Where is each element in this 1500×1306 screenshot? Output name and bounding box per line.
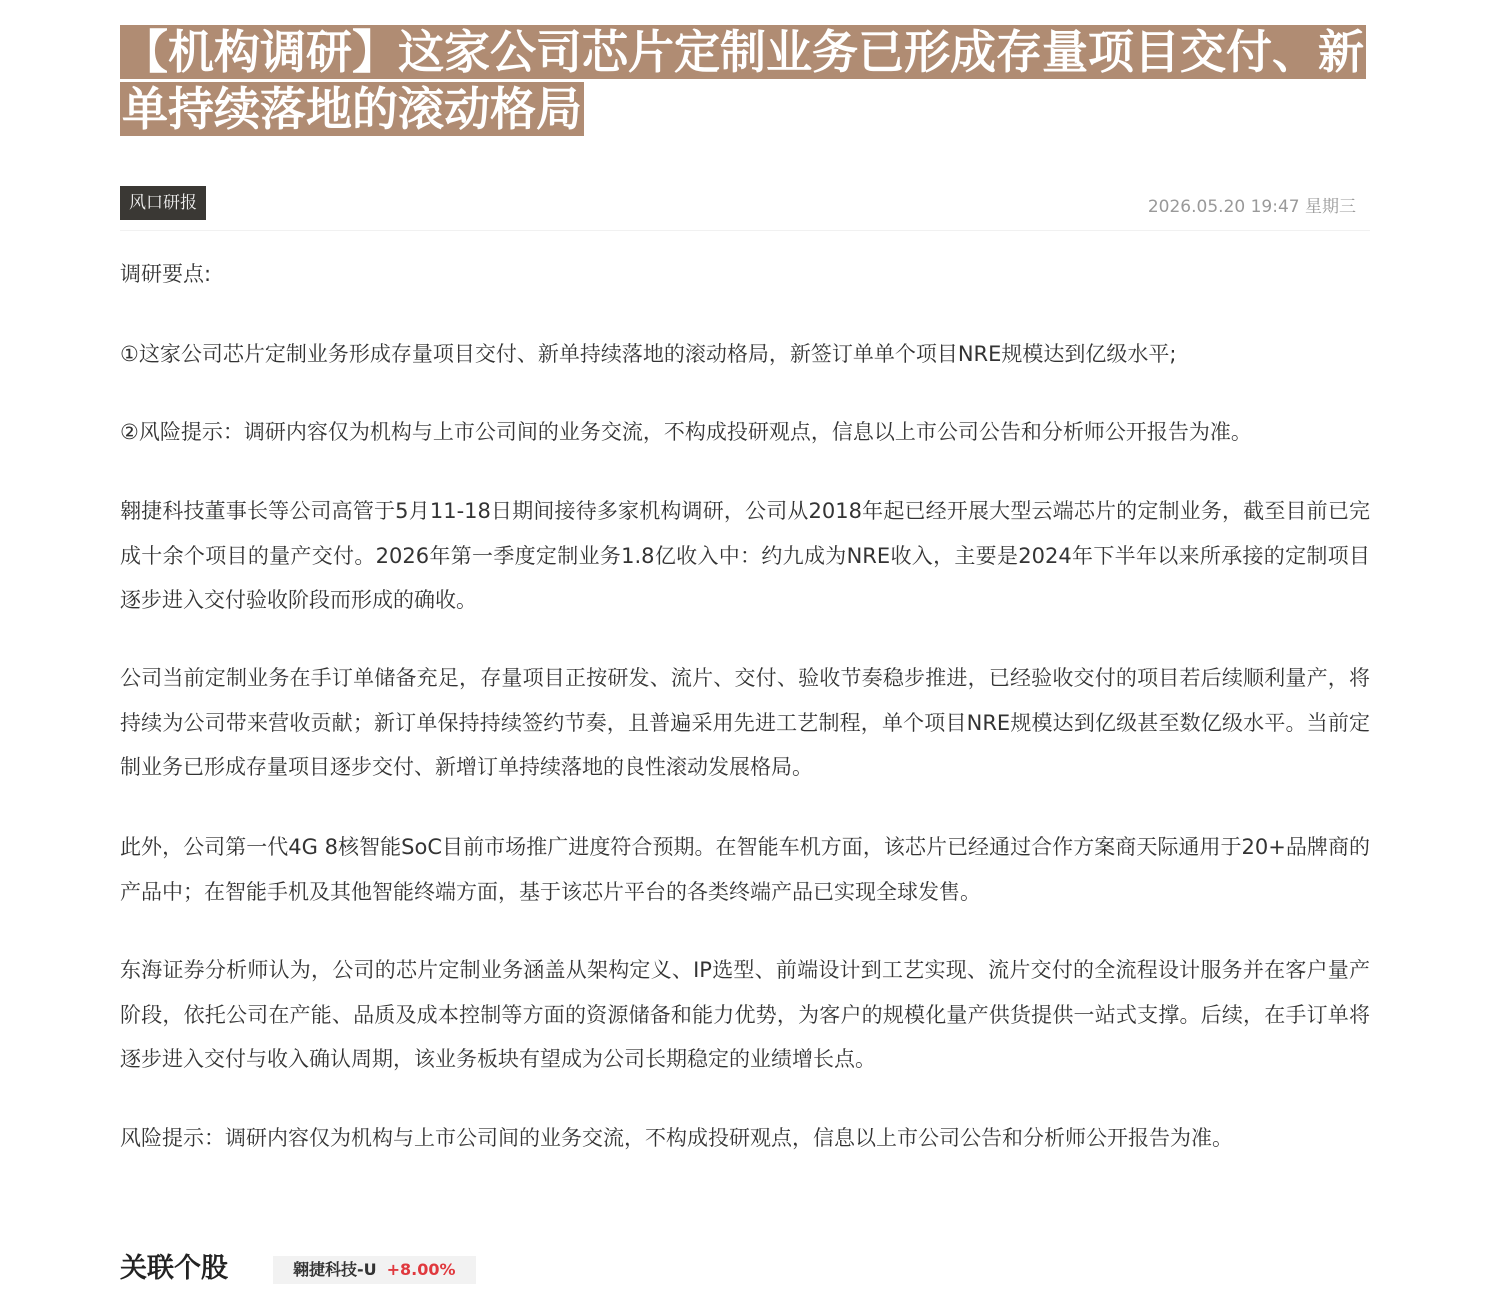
stock-name: 翱捷科技-U bbox=[293, 1260, 377, 1279]
related-stocks-label: 关联个股 bbox=[120, 1253, 228, 1284]
stock-chip[interactable] bbox=[273, 1256, 476, 1284]
paragraph-analyst-view: 东海证券分析师认为，公司的芯片定制业务涵盖从架构定义、IP选型、前端设计到工艺实现、流片交付的全流程设计服务并在客户量产阶段，依托公司在产能、品质及成本控制等方面的资源储备和能力优势，为客户的规模化量产供货提供一站式支撑。后续，在手订单将逐步进入交付与收入确认周期，该业务板块有望成为公司长期稳定的业绩增长点。 bbox=[120, 958, 1370, 1071]
meta-divider bbox=[120, 230, 1370, 231]
paragraph-point-2-risk: ②风险提示：调研内容仅为机构与上市公司间的业务交流，不构成投研观点，信息以上市公司公告和分析师公开报告为准。 bbox=[120, 420, 1252, 444]
article-title-text: 【机构调研】这家公司芯片定制业务已形成存量项目交付、新单持续落地的滚动格局 bbox=[122, 25, 1364, 136]
paragraph-research-summary: 翱捷科技董事长等公司高管于5月11-18日期间接待多家机构调研，公司从2018年起已经开展大型云端芯片的定制业务，截至目前已完成十余个项目的量产交付。2026年第一季度定制业务1.8亿收入中：约九成为NRE收入，主要是2024年下半年以来所承接的定制项目逐步进入交付验收阶段而形成的确收。 bbox=[120, 499, 1370, 612]
paragraph-key-points-heading: 调研要点: bbox=[120, 262, 212, 286]
paragraph-soc: 此外，公司第一代4G 8核智能SoC目前市场推广进度符合预期。在智能车机方面，该芯片已经通过合作方案商天际通用于20+品牌商的产品中；在智能手机及其他智能终端方面，基于该芯片平台的各类终端产品已实现全球发售。 bbox=[120, 835, 1370, 904]
article-meta bbox=[120, 186, 1370, 220]
article-title bbox=[120, 24, 1382, 138]
paragraph-risk-notice: 风险提示：调研内容仅为机构与上市公司间的业务交流，不构成投研观点，信息以上市公司公告和分析师公开报告为准。 bbox=[120, 1126, 1233, 1150]
stock-change: +8.00% bbox=[386, 1260, 456, 1279]
paragraph-point-1: ①这家公司芯片定制业务形成存量项目交付、新单持续落地的滚动格局，新签订单单个项目NRE规模达到亿级水平; bbox=[120, 342, 1177, 366]
source-badge[interactable]: 风口研报 bbox=[120, 186, 206, 220]
paragraph-orders: 公司当前定制业务在手订单储备充足，存量项目正按研发、流片、交付、验收节奏稳步推进，已经验收交付的项目若后续顺利量产，将持续为公司带来营收贡献；新订单保持持续签约节奏，且普遍采用先进工艺制程，单个项目NRE规模达到亿级甚至数亿级水平。当前定制业务已形成存量项目逐步交付、新增订单持续落地的良性滚动发展格局。 bbox=[120, 666, 1370, 779]
publish-datetime: 2026.05.20 19:47 星期三 bbox=[1147, 197, 1356, 217]
